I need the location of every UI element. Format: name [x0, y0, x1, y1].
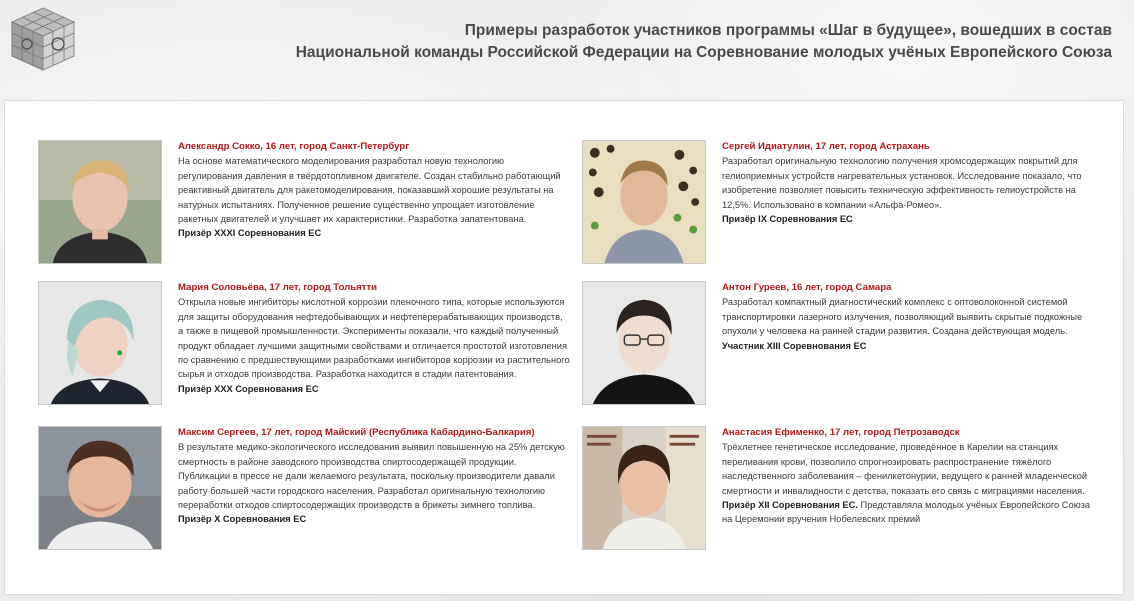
- award-extra: на Церемонии вручения Нобелевских премий: [722, 514, 921, 525]
- description-line: изобретение позволяет повысить техническую эффективность гелиоустройств на: [722, 185, 1076, 196]
- page-title-line1: Примеры разработок участников программы «Шаг в будущее», вошедших в состав: [464, 22, 1112, 39]
- portrait-photo: [38, 426, 162, 550]
- person-name: Александр Сокко, 16 лет, город Санкт-Петербург: [178, 141, 410, 152]
- description-line: Разработал компактный диагностический комплекс с оптоволоконной системой: [722, 297, 1068, 308]
- page-title-line2: Национальной команды Российской Федерации на Соревнование молодых учёных Европейского Союза: [295, 44, 1112, 61]
- portrait-photo: [582, 281, 706, 405]
- portrait-photo: [38, 281, 162, 405]
- person-card: [38, 281, 570, 405]
- description-line: Открыла новые ингибиторы кислотной коррозии пленочного типа, которые используются: [178, 297, 565, 308]
- portrait-photo: [582, 426, 706, 550]
- description-line: сырья и отходов производства. Разработка находится в стадии патентования.: [178, 369, 517, 380]
- description-line: регулирования давления в твёрдотопливном двигателе. Создан стабильно работающий: [178, 170, 561, 181]
- person-name: Мария Соловьёва, 17 лет, город Тольятти: [178, 282, 378, 293]
- description-line: для защиты оборудования нефтедобывающих и нефтеперерабатывающих производств,: [178, 311, 563, 322]
- award-text: Призёр XXXI Соревнования ЕС: [178, 228, 322, 239]
- description-line: наследственного заболевания – фенилкетонурии, ведущего к ранней младенческой: [722, 471, 1088, 482]
- description-line: работу большей части городского населения. Разработал оригинальную технологию: [178, 485, 546, 496]
- person-description: [722, 295, 1082, 338]
- description-line: реактивный двигатель для ракетомоделирования, показавший хорошие результаты на: [178, 185, 554, 196]
- person-description: [722, 440, 1090, 498]
- award-text: Призёр XXX Соревнования ЕС: [178, 383, 319, 394]
- award-text: Призёр XII Соревнования ЕС.: [722, 500, 858, 511]
- description-line: переливания крови, позволило спрогнозировать распространение тяжёлого: [722, 456, 1052, 467]
- description-line: гелиоприемных устройств нагревательных установок. Исследование показало, что: [722, 170, 1082, 181]
- description-line: Публикации в прессе не дали желаемого результата, поскольку производители давали: [178, 471, 555, 482]
- person-description: [178, 154, 561, 226]
- description-line: переработки отходов спиртосодержащих производств в брикеты зимнего топлива.: [178, 500, 536, 511]
- description-line: смертность в районе заводского производства спиртосодержащей продукции.: [178, 456, 517, 467]
- description-line: а также в пищевой промышленности. Эксперименты показали, что каждый полученный: [178, 326, 559, 337]
- person-name: Сергей Идиатулин, 17 лет, город Астрахань: [722, 141, 930, 152]
- award-text: Призёр X Соревнования ЕС: [178, 514, 307, 525]
- description-line: транспортировки лазерного излучения, позволяющий выявить скрытые подкожные: [722, 311, 1083, 322]
- content-panel: [4, 100, 1124, 595]
- description-line: В результате медико-экологического исследования выявил повышенную на 25% детскую: [178, 442, 565, 453]
- description-line: смертности и инвалидности с детства, показать его связь с миграциями населения.: [722, 485, 1085, 496]
- description-line: На основе математического моделирования разработал новую технологию: [178, 156, 504, 167]
- person-card: [582, 140, 1082, 264]
- person-description: [178, 440, 565, 512]
- person-card: [582, 426, 1090, 550]
- portrait-photo: [582, 140, 706, 264]
- award-text: Призёр IX Соревнования ЕС: [722, 214, 853, 225]
- person-description: [178, 295, 570, 381]
- description-line: ракетных двигателей и улучшает их характеристики. Разработка запатентована.: [178, 214, 527, 225]
- description-line: натурных испытаниях. Полученное решение существенно упрощает изготовление: [178, 199, 535, 210]
- description-line: опухоли у человека на ранней стадии развития. Создана действующая модель.: [722, 326, 1068, 337]
- person-description: [722, 154, 1082, 212]
- person-card: [582, 281, 1082, 405]
- description-line: Трёхлетнее генетическое исследование, проведённое в Карелии на станциях: [722, 442, 1059, 453]
- award-text: Участник XIII Соревнования ЕС: [722, 340, 867, 351]
- award-tail: Представляла молодых учёных Европейского Союза: [857, 500, 1091, 511]
- description-line: продукт обладает лучшими защитными свойствами и отличается простотой изготовления: [178, 340, 567, 351]
- person-name: Антон Гуреев, 16 лет, город Самара: [722, 282, 892, 293]
- person-card: [38, 140, 561, 264]
- person-name: Анастасия Ефименко, 17 лет, город Петрозаводск: [722, 427, 960, 438]
- person-card: [38, 426, 565, 550]
- page-title: [292, 20, 1112, 64]
- person-name: Максим Сергеев, 17 лет, город Майский (Республика Кабардино-Балкария): [178, 427, 535, 438]
- description-line: 12,5%. Использовано в компании «Альфа-Ромео».: [722, 199, 942, 210]
- description-line: по сравнению с предшествующими разработками ингибиторов коррозии из растительного: [178, 355, 570, 366]
- award-line: [722, 498, 1090, 512]
- portrait-photo: [38, 140, 162, 264]
- description-line: Разработал оригинальную технологию получения хромсодержащих покрытий для: [722, 156, 1078, 167]
- logo-cube-icon: [8, 6, 78, 72]
